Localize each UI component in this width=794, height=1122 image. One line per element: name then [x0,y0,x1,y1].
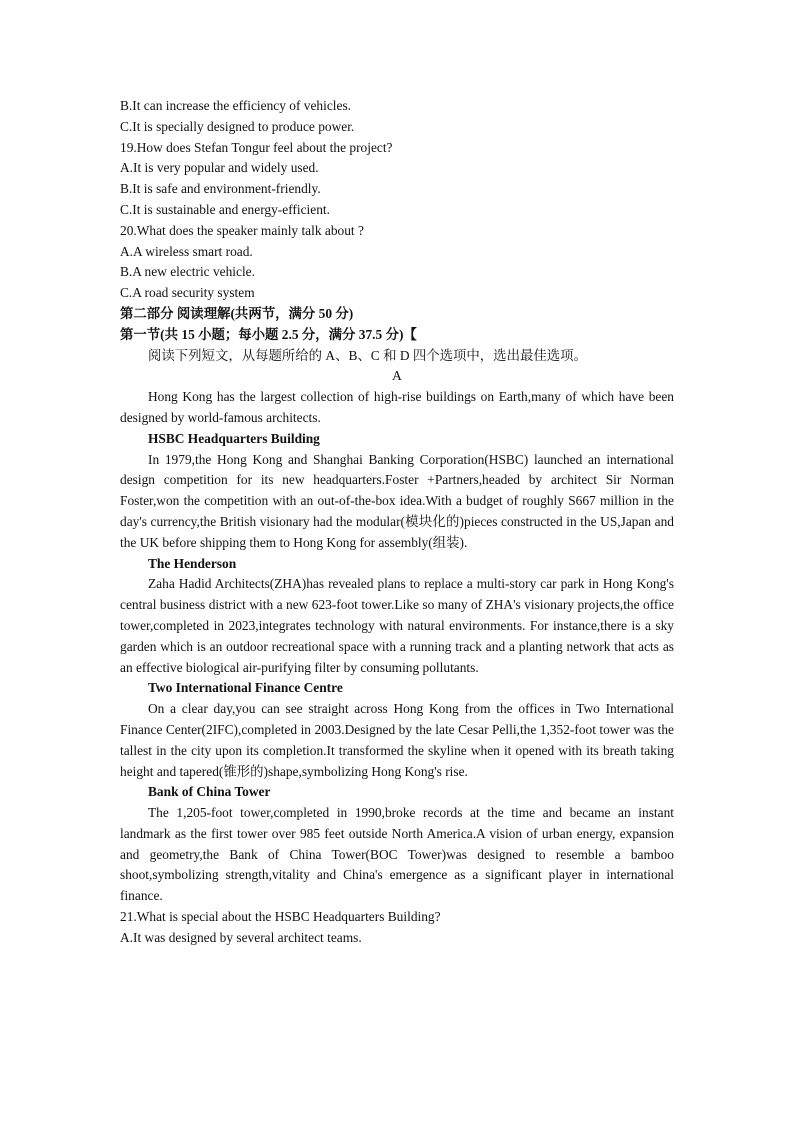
option-line: B.A new electric vehicle. [120,264,255,280]
section-one-heading: 第一节(共 15 小题；每小题 2.5 分，满分 37.5 分)【 [120,326,417,342]
option-line: B.It can increase the efficiency of vehicles. [120,98,352,113]
option-line: C.A road security system [120,285,255,301]
section-boc [120,782,674,907]
section-heading: The Henderson [148,555,237,571]
option-line: A.It is very popular and widely used. [120,160,319,176]
question-line: 19.How does Stefan Tongur feel about the project? [120,139,393,155]
part-two-heading: 第二部分 阅读理解(共两节，满分 50 分) [120,305,354,321]
section-heading: Two International Finance Centre [148,680,343,696]
section-body: On a clear day,you can see straight across Hong Kong from the offices in Two International Finance Center(2IFC),completed in 2003.Designed by the late Cesar Pelli,the 1,352-foot tower was the tallest in the city upon its completion.It transformed the skyline when it opened with its breath taking height and tapered(锥形的)shape,symbolizing Hong Kong's rise. [120,701,674,779]
instructions: 阅读下列短文，从每题所给的 A、B、C 和 D 四个选项中，选出最佳选项。 [148,347,587,363]
section-heading: Bank of China Tower [148,784,271,800]
option-line: B.It is safe and environment-friendly. [120,181,321,197]
questions-bottom [120,907,674,949]
section-body: Zaha Hadid Architects(ZHA)has revealed plans to replace a multi-story car park in Hong Kong's central business district with a new 623-foot tower.Like so many of ZHA's visionary projects,the office tower,completed in 2023,integrates technology with natural environments. For instance,there is a sky garden which is an outdoor recreational space with a running track and a planting network that acts as an effective biological air-purifying filter by consuming pollutants. [120,576,674,675]
question-line: 21.What is special about the HSBC Headquarters Building? [120,909,441,925]
question-line: 20.What does the speaker mainly talk about ? [120,222,364,238]
section-hsbc [120,429,674,554]
page-content [120,96,674,949]
intro-paragraph: Hong Kong has the largest collection of high-rise buildings on Earth,many of which have been designed by world-famous architects. [120,389,674,425]
option-line: C.It is sustainable and energy-efficient. [120,201,330,217]
section-heading: HSBC Headquarters Building [148,430,320,446]
section-body: In 1979,the Hong Kong and Shanghai Banking Corporation(HSBC) launched an international design competition for its new headquarters.Foster +Partners,headed by architect Sir Norman Foster,won the competition with an out-of-the-box idea.With a budget of roughly S667 million in the day's currency,the British visionary had the modular(模块化的)pieces constructed in the US,Japan and the UK before shipping them to Hong Kong for assembly(组装). [120,451,674,550]
section-henderson [120,554,674,679]
option-line: C.It is specially designed to produce power. [120,118,355,134]
section-2ifc [120,678,674,782]
passage-label: A [392,368,402,384]
option-line: A.A wireless smart road. [120,243,253,259]
questions-top [120,96,674,304]
section-body: The 1,205-foot tower,completed in 1990,broke records at the time and became an instant landmark as the first tower over 985 feet outside North America.A vision of urban energy, expansion and geometry,the Bank of China Tower(BOC Tower)was designed to resemble a bamboo shoot,symbolizing strength,vitality and China's emergence as a significant player in international finance. [120,805,674,904]
option-line: A.It was designed by several architect teams. [120,929,362,945]
